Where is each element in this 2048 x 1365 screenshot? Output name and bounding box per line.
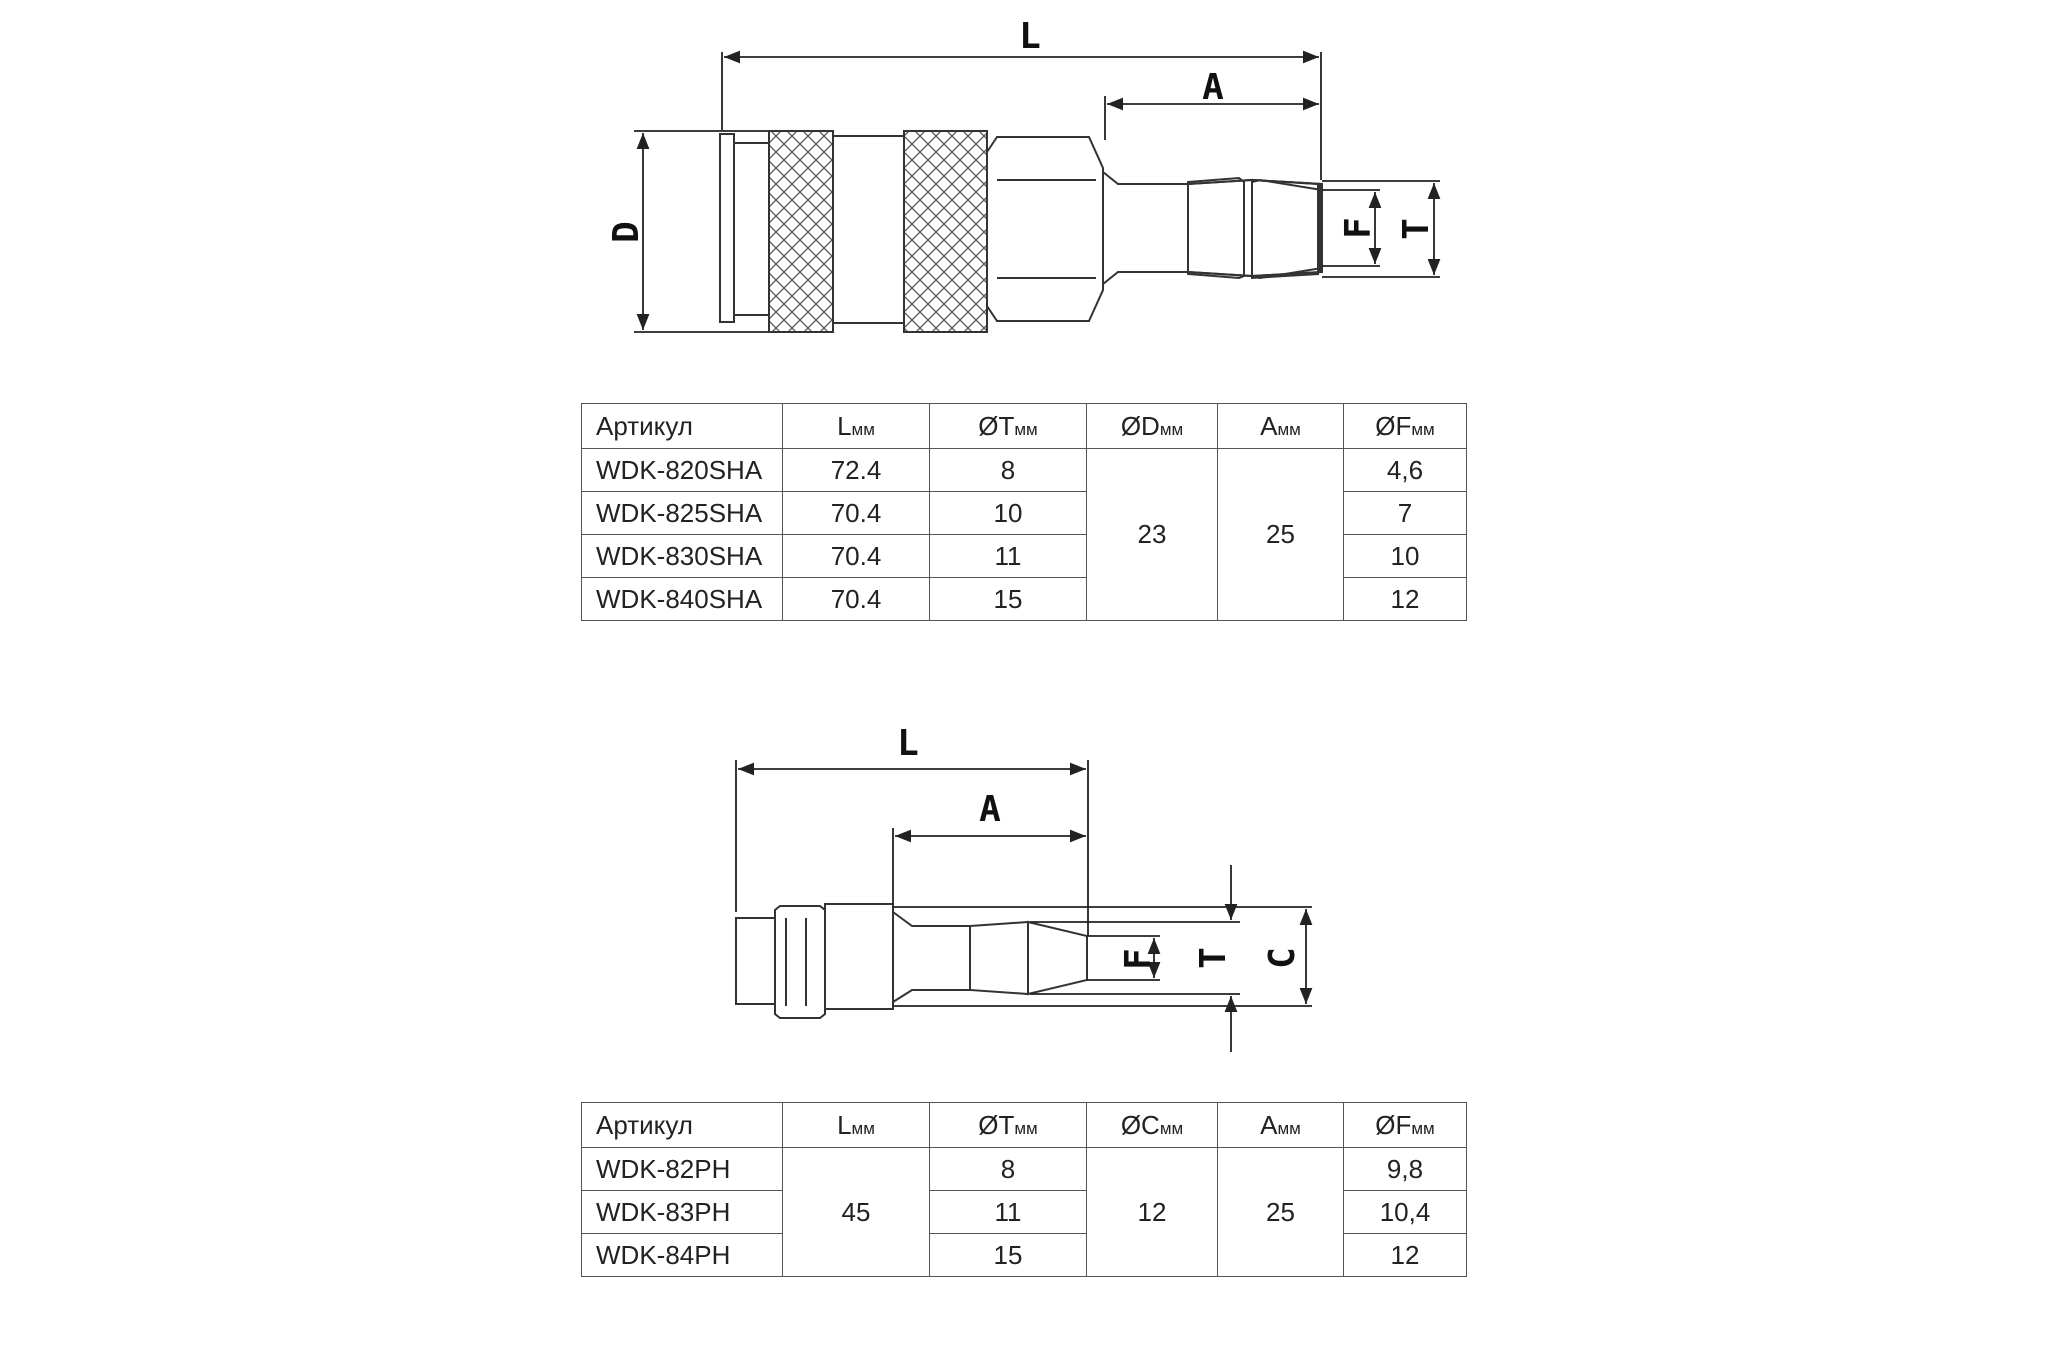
cell-article: WDK-83PH <box>582 1191 783 1234</box>
plug-spec-table <box>581 1102 1467 1277</box>
cell-L: 72.4 <box>783 449 930 492</box>
bottom-dimension-lines <box>736 760 1312 1052</box>
cell-T: 8 <box>930 449 1087 492</box>
coupler-socket-drawing <box>720 131 1322 332</box>
cell-F: 10,4 <box>1344 1191 1467 1234</box>
cell-F: 12 <box>1344 1234 1467 1277</box>
cell-article: WDK-82PH <box>582 1148 783 1191</box>
dim-label-C: C <box>1262 947 1303 969</box>
header-article: Артикул <box>582 404 783 449</box>
cell-T: 15 <box>930 1234 1087 1277</box>
header-L: Lмм <box>783 404 930 449</box>
cell-F: 7 <box>1344 492 1467 535</box>
header-A: Aмм <box>1218 404 1344 449</box>
cell-F: 12 <box>1344 578 1467 621</box>
cell-article: WDK-820SHA <box>582 449 783 492</box>
cell-F: 4,6 <box>1344 449 1467 492</box>
socket-spec-table <box>581 403 1467 621</box>
header-C: ØCмм <box>1087 1103 1218 1148</box>
dim-label-F-bottom: F <box>1118 948 1159 970</box>
cell-L: 70.4 <box>783 535 930 578</box>
cell-T: 10 <box>930 492 1087 535</box>
cell-L: 70.4 <box>783 578 930 621</box>
cell-T: 11 <box>930 1191 1087 1234</box>
dim-label-A-top: A <box>1202 67 1224 108</box>
header-A: Aмм <box>1218 1103 1344 1148</box>
header-T: ØTмм <box>930 1103 1087 1148</box>
cell-T: 15 <box>930 578 1087 621</box>
table-header-row <box>582 1103 1467 1148</box>
dim-label-L-top: L <box>1019 16 1041 57</box>
header-F: ØFмм <box>1344 404 1467 449</box>
dim-label-F-top: F <box>1338 217 1379 239</box>
cell-F: 9,8 <box>1344 1148 1467 1191</box>
cell-A-shared: 25 <box>1218 1148 1344 1277</box>
dim-label-T-bottom: T <box>1193 947 1234 969</box>
table-row <box>582 449 1467 492</box>
cell-L-shared: 45 <box>783 1148 930 1277</box>
cell-article: WDK-830SHA <box>582 535 783 578</box>
header-article: Артикул <box>582 1103 783 1148</box>
cell-T: 11 <box>930 535 1087 578</box>
cell-A-shared: 25 <box>1218 449 1344 621</box>
cell-L: 70.4 <box>783 492 930 535</box>
dim-label-T-top: T <box>1396 218 1437 240</box>
header-T: ØTмм <box>930 404 1087 449</box>
cell-F: 10 <box>1344 535 1467 578</box>
dim-label-D: D <box>606 221 647 243</box>
cell-article: WDK-825SHA <box>582 492 783 535</box>
dim-label-L-bottom: L <box>897 723 919 764</box>
cell-article: WDK-84PH <box>582 1234 783 1277</box>
header-D: ØDмм <box>1087 404 1218 449</box>
table-header-row <box>582 404 1467 449</box>
cell-C-shared: 12 <box>1087 1148 1218 1277</box>
header-L: Lмм <box>783 1103 930 1148</box>
header-F: ØFмм <box>1344 1103 1467 1148</box>
dim-label-A-bottom: A <box>979 789 1001 830</box>
cell-article: WDK-840SHA <box>582 578 783 621</box>
table-row <box>582 1148 1467 1191</box>
cell-T: 8 <box>930 1148 1087 1191</box>
cell-D-shared: 23 <box>1087 449 1218 621</box>
coupler-socket-hose-barb <box>1188 178 1322 278</box>
